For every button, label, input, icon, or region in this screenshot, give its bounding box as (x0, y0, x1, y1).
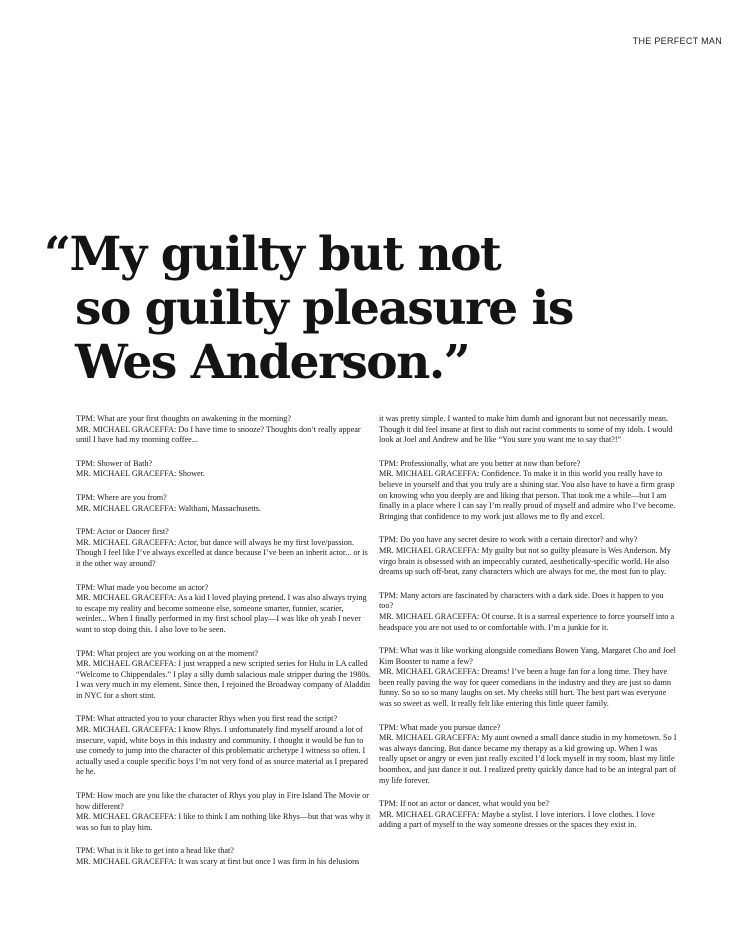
qa-block (379, 723, 677, 787)
qa-block (76, 846, 372, 867)
question: TPM: Do you have any secret desire to work with a certain director? and why? (379, 535, 638, 545)
question: TPM: What made you pursue dance? (379, 722, 501, 732)
pull-quote (44, 228, 704, 390)
answer: MR. MICHAEL GRACEFFA: Waltham, Massachusetts. (76, 503, 261, 513)
question: TPM: Actor or Dancer first? (76, 527, 169, 537)
question: TPM: What are your first thoughts on awakening in the morning? (76, 414, 291, 423)
qa-block (76, 791, 372, 833)
question: TPM: Where are you from? (76, 492, 167, 502)
question: TPM: Shower of Bath? (76, 458, 153, 468)
qa-block (379, 459, 677, 523)
question: TPM: How much are you like the character of Rhys you play in Fire Island The Movie or how different? (76, 791, 369, 811)
running-header: THE PERFECT MAN (632, 36, 722, 46)
answer: MR. MICHAEL GRACEFFA: My guilty but not so guilty pleasure is Wes Anderson. My virgo brain is obsessed with an impeccably curated, aesthetically-specific world. He also dreams up such off-beat, zany characters which are always for me, the most fun to play. (379, 545, 671, 577)
qa-block (76, 714, 372, 778)
qa-block (379, 646, 677, 710)
qa-block-continued (379, 414, 677, 446)
answer: MR. MICHAEL GRACEFFA: My aunt owned a small dance studio in my hometown. So I was always dancing. But dance became my therapy as a kid growing up. When I was really upset or angry or even just really excited I’d lock myself in my room, blast my little boombox, and just dance it out. I realized pretty quickly dance had to be an integral part of my life forever. (379, 733, 677, 785)
question: TPM: What is it like to get into a head like that? (76, 846, 234, 856)
question: TPM: What was it like working alongside comedians Bowen Yang, Margaret Cho and Joel Kim Booster to name a few? (379, 646, 676, 666)
question: TPM: Many actors are fascinated by characters with a dark side. Does it happen to you too? (379, 590, 664, 611)
answer: MR. MICHAEL GRACEFFA: Do I have time to snooze? Thoughts don’t really appear until I have had my morning coffee... (76, 424, 361, 445)
answer: MR. MICHAEL GRACEFFA: As a kid I loved playing pretend. I was also always trying to escape my reality and become someone else, someone smarter, funnier, scarier, weirder... When I finally performed in my first school play—I was like oh yeah I never want to stop doing this. I also love to be seen. (76, 593, 367, 634)
question: TPM: What made you become an actor? (76, 582, 209, 592)
interview-column-right (379, 414, 677, 844)
qa-block (379, 799, 677, 831)
question: TPM: If not an actor or dancer, what would you be? (379, 799, 549, 809)
answer: MR. MICHAEL GRACEFFA: I just wrapped a new scripted series for Hulu in LA called “Welcome to Chippendales.” I play a silly dumb salacious male stripper during the 1980s. I was very much in my element. Since then, I rejoined the Broadway company of Aladdin in NYC for a short stint. (76, 659, 371, 700)
interview-column-left (76, 414, 372, 881)
pull-quote-line-3: Wes Anderson.” (75, 335, 470, 390)
qa-block (76, 493, 372, 514)
qa-block (379, 535, 677, 577)
answer: MR. MICHAEL GRACEFFA: It was scary at first but once I was firm in his delusions (76, 857, 360, 866)
answer: MR. MICHAEL GRACEFFA: Actor, but dance will always be my first love/passion. Though I feel like I’ve always excelled at dance because I’ve been an inherit actor... or is it the other way around? (76, 537, 368, 568)
answer: MR. MICHAEL GRACEFFA: I know Rhys. I unfortunately find myself around a lot of insecure, vapid, white boys in this industry and community. I thought it would be fun to use comedy to jump into the character of this problematic archetype I witness so often. I actually used a couple specific boys I’m not very fond of as source material as I prepared he he. (76, 725, 368, 777)
question: TPM: What project are you working on at the moment? (76, 648, 258, 658)
pull-quote-line-2: so guilty pleasure is (75, 281, 573, 336)
question: TPM: Professionally, what are you better at now than before? (379, 458, 581, 468)
qa-block (76, 527, 372, 569)
qa-block (76, 649, 372, 702)
qa-block (76, 583, 372, 636)
answer: MR. MICHAEL GRACEFFA: Shower. (76, 469, 205, 479)
qa-block (76, 414, 372, 446)
qa-block (76, 459, 372, 480)
pull-quote-line-1: “My guilty but not (44, 227, 501, 282)
answer: MR. MICHAEL GRACEFFA: Of course. It is a surreal experience to force yourself into a headspace you are not used to or comfortable with. I’m a junkie for it. (379, 611, 675, 632)
answer: it was pretty simple. I wanted to make him dumb and ignorant but not necessarily mean. Though it did feel insane at first to dish out racist comments to some of my idols. I would look at Joel and Andrew and be like “You sure you want me to say that?!” (379, 414, 673, 445)
answer: MR. MICHAEL GRACEFFA: Dreams! I’ve been a huge fan for a long time. They have been really paving the way for queer comedians in the industry and they are just so damn funny. So so so so many laughs on set. My cheeks still hurt. The best part was everyone was so sweet as well. It really felt like entering this little queer family. (379, 667, 671, 709)
answer: MR. MICHAEL GRACEFFA: I like to think I am nothing like Rhys—but that was why it was so fun to play him. (76, 812, 371, 832)
answer: MR. MICHAEL GRACEFFA: Confidence. To make it in this world you really have to believe in yourself and that you truly are a shining star. You also have to have a firm grasp on knowing who you deeply are and liking that person. That took me a while—but I am finally in a place where I can say I’m really proud of myself and admire who I’ve become. Bringing that confidence to my work just allows me to fly and excel. (379, 469, 676, 521)
answer: MR. MICHAEL GRACEFFA: Maybe a stylist. I love interiors. I love clothes. I love adding a part of myself to the way someone dresses or the spaces they exist in. (379, 809, 655, 830)
qa-block (379, 591, 677, 633)
question: TPM: What attracted you to your character Rhys when you first read the script? (76, 714, 338, 724)
